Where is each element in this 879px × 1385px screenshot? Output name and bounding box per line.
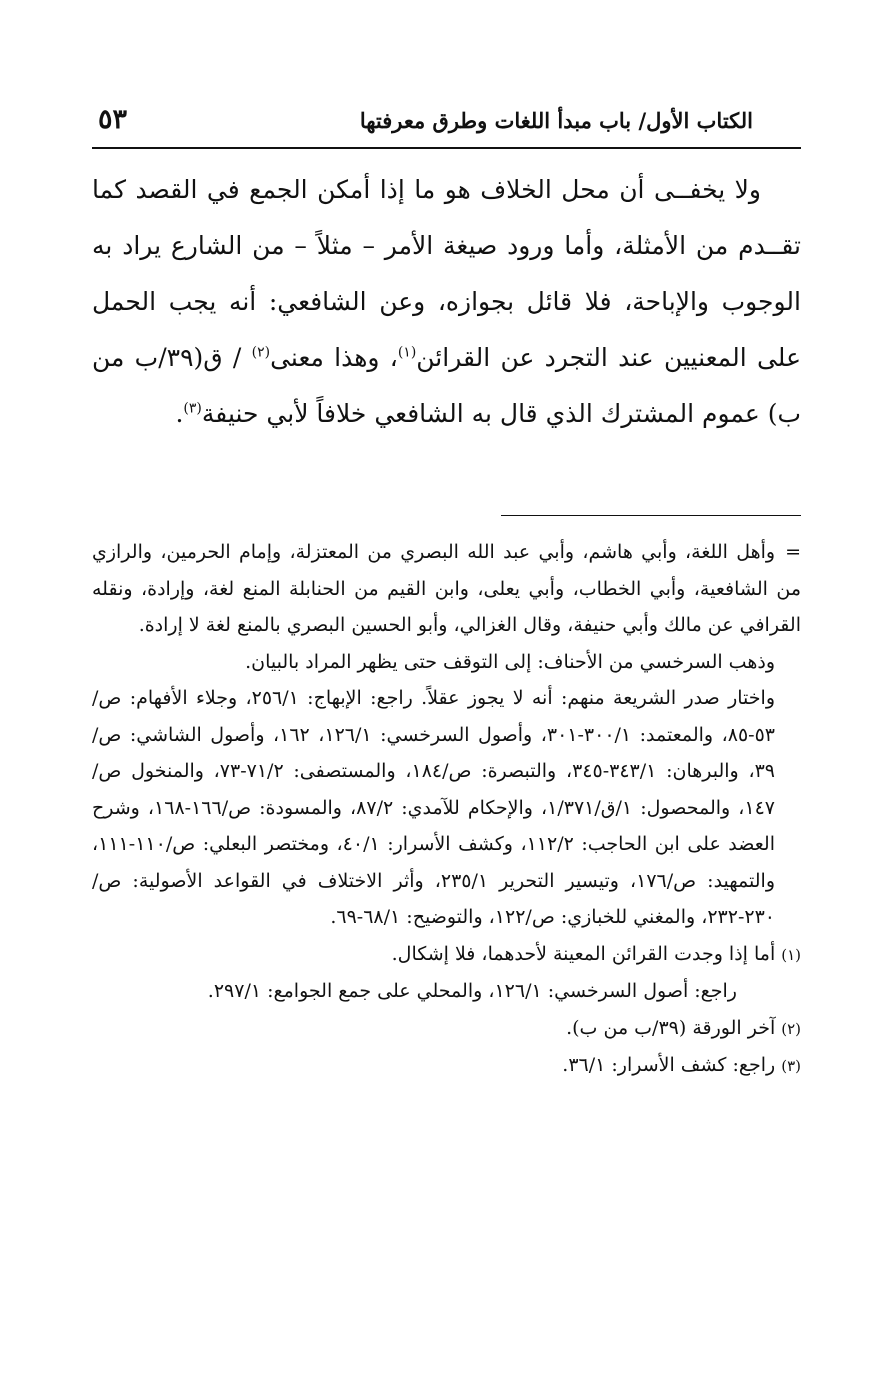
footnote-1-number: (١): [781, 945, 801, 964]
body-text-b: ، وهذا معنى: [270, 343, 398, 372]
body-paragraph: [92, 162, 801, 442]
body-text-a: ولا يخفــى أن محل الخلاف هو ما إذا أمكن الجمع في القصد كما تقــدم من الأمثلة، وأما ورود صيغة الأمر – مثلاً – من الشارع يراد به الوجوب والإباحة، فلا قائل بجوازه، وعن الشافعي: أنه يجب الحمل على المعنيين عند التجرد عن القرائن: [92, 175, 801, 372]
page-header: [92, 104, 801, 144]
footnote-2: [92, 1010, 801, 1048]
footnote-ref-3[interactable]: (٣): [183, 400, 202, 417]
footnote-2-text: آخر الورقة (٣٩/ب من ب).: [566, 1016, 776, 1039]
footnote-separator: [501, 515, 801, 516]
footnote-continuation-p3: واختار صدر الشريعة منهم: أنه لا يجوز عقلاً. راجع: الإبهاج: ٢٥٦/١، وجلاء الأفهام: ص/٥٣-٨٥، والمعتمد: ٣٠٠/١-٣٠١، وأصول السرخسي: ١٢٦/١، ١٦٢، وأصول الشاشي: ص/٣٩، والبرهان: ٣٤٣/١-٣٤٥، والتبصرة: ص/١٨٤، والمستصفى: ٧١/٢-٧٣، والمنخول ص/١٤٧، والمحصول: ١/ق/١/٣٧١، والإحكام للآمدي: ٨٧/٢، والمسودة: ص/١٦٦-١٦٨، وشرح العضد على ابن الحاجب: ١١٢/٢، وكشف الأسرار: ٤٠/١، ومختصر البعلي: ص/١١٠-١١١، والتمهيد: ص/١٧٦، وتيسير التحرير ٢٣٥/١، وأثر الاختلاف في القواعد الأصولية: ص/٢٣٠-٢٣٢، والمغني للخبازي: ص/١٢٢، والتوضيح: ٦٨/١-٦٩.: [92, 687, 776, 928]
footnote-ref-2[interactable]: (٢): [251, 344, 271, 361]
footnote-1-text: أما إذا وجدت القرائن المعينة لأحدهما، فلا إشكال.: [391, 942, 776, 965]
footnote-1: [92, 936, 801, 974]
footnote-3-number: (٣): [781, 1057, 801, 1075]
footnote-continuation: [92, 534, 801, 644]
footnote-continuation-p2: وذهب السرخسي من الأحناف: إلى التوقف حتى يظهر المراد بالبيان.: [245, 650, 775, 673]
main-text: [92, 162, 801, 442]
continuation-mark: =: [785, 541, 801, 563]
continuation-text: وأهل اللغة، وأبي هاشم، وأبي عبد الله البصري من المعتزلة، وإمام الحرمين، والرازي من الشافعية، وأبي الخطاب، وأبي يعلى، وابن القيم من الحنابلة المنع لغة، وإرادة، ونقله القرافي عن مالك وأبي حنيفة، وقال الغزالي، وأبو الحسين البصري بالمنع لغة لا إرادة.: [92, 541, 801, 636]
running-title: الكتاب الأول/ باب مبدأ اللغات وطرق معرفتها: [359, 108, 753, 133]
body-text-c: / ق(٣٩/ب من ب) عموم المشترك الذي قال به الشافعي خلافاً لأبي حنيفة: [92, 343, 801, 428]
footnote-2-number: (٢): [781, 1019, 801, 1038]
footnote-1-reference: راجع: أصول السرخسي: ١٢٦/١، والمحلي على جمع الجوامع: ٢٩٧/١.: [207, 980, 737, 1002]
footnotes: [92, 534, 801, 1085]
page-number: ٥٣: [98, 104, 128, 135]
header-rule: [92, 147, 801, 149]
footnote-3-text: راجع: كشف الأسرار: ٣٦/١.: [562, 1054, 776, 1076]
footnote-ref-1[interactable]: (١): [397, 344, 417, 361]
body-text-d: .: [175, 399, 184, 428]
footnote-3: [92, 1047, 801, 1085]
